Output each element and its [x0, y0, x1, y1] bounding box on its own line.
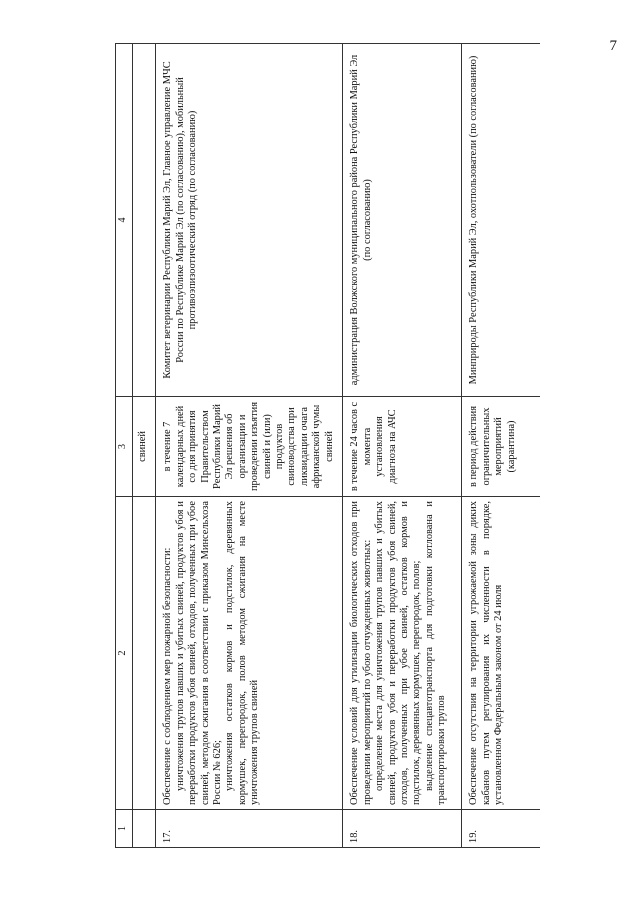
measures-table	[115, 43, 540, 848]
header-col-1: 1	[116, 810, 133, 848]
table-row	[462, 44, 541, 848]
responsible: Комитет ветеринарии Республики Марий Эл, Главное управление МЧС России по Республике Марий Эл (по согласованию), мобильный противоэпизоотический отряд (по согласованию)	[156, 44, 343, 397]
paragraph: Обеспечение условий для утилизации биологических отходов при проведении мероприятий по убою отчужденных животных:	[349, 501, 373, 805]
rotated-table-page	[115, 43, 590, 848]
deadline: в период действия ограничительных мероприятий (карантина)	[462, 397, 541, 497]
measure-description	[343, 497, 462, 810]
paragraph: Обеспечение с соблюдением мер пожарной безопасности:	[162, 547, 174, 805]
measure-description	[156, 497, 343, 810]
row-number: 17.	[156, 810, 343, 848]
table-row	[156, 44, 343, 848]
header-col-3: 3	[116, 397, 133, 497]
deadline: в течение 7 календарных дней со дня принятия Правительством Республики Марий Эл решения об организации и проведении изъятия свиней и (или) продуктов свиноводства при ликвидации очага африканской чумы свиней	[156, 397, 343, 497]
continuation-row	[133, 44, 156, 848]
row-number: 19.	[462, 810, 541, 848]
paragraph: выделение спецавтотранспорта для подготовки котлована и транспортировки трупов	[423, 501, 448, 805]
paragraph: уничтожения остатков кормов и подстилок, деревянных кормушек, перегородок, полов методом сжигания на месте уничтожения трупов свиней	[224, 501, 261, 805]
deadline: в течение 24 часов с момента установления диагноза на АЧС	[343, 397, 462, 497]
responsible: администрация Волжского муниципального района Республики Марий Эл (по согласованию)	[343, 44, 462, 397]
continuation-text: свиней	[133, 397, 156, 497]
header-col-4: 4	[116, 44, 133, 397]
paragraph: уничтожения трупов павших и убитых свиней, продуктов убоя и переработки продуктов убоя свиней, отходов, полученных при убое свиней, методом сжигания в соответствии с приказом Минсельхоза России № 626;	[174, 501, 224, 805]
responsible: Минприроды Республики Марий Эл, охотпользователи (по согласованию)	[462, 44, 541, 397]
header-row	[116, 44, 133, 848]
row-number: 18.	[343, 810, 462, 848]
header-col-2: 2	[116, 497, 133, 810]
paragraph: Обеспечение отсутствия на территории угрожаемой зоны диких кабанов путем регулирования их численности в порядке, установленном Федеральным законом от 24 июля	[468, 501, 505, 805]
paragraph: определение места для уничтожения трупов павших и убитых свиней, продуктов убоя и переработки продуктов убоя свиней, отходов, полученных при убое свиней, остатков кормов и подстилок, деревянных кормушек, перегородок, полов;	[374, 501, 423, 805]
measure-description	[462, 497, 541, 810]
table-row	[343, 44, 462, 848]
page-number: 7	[609, 38, 617, 54]
